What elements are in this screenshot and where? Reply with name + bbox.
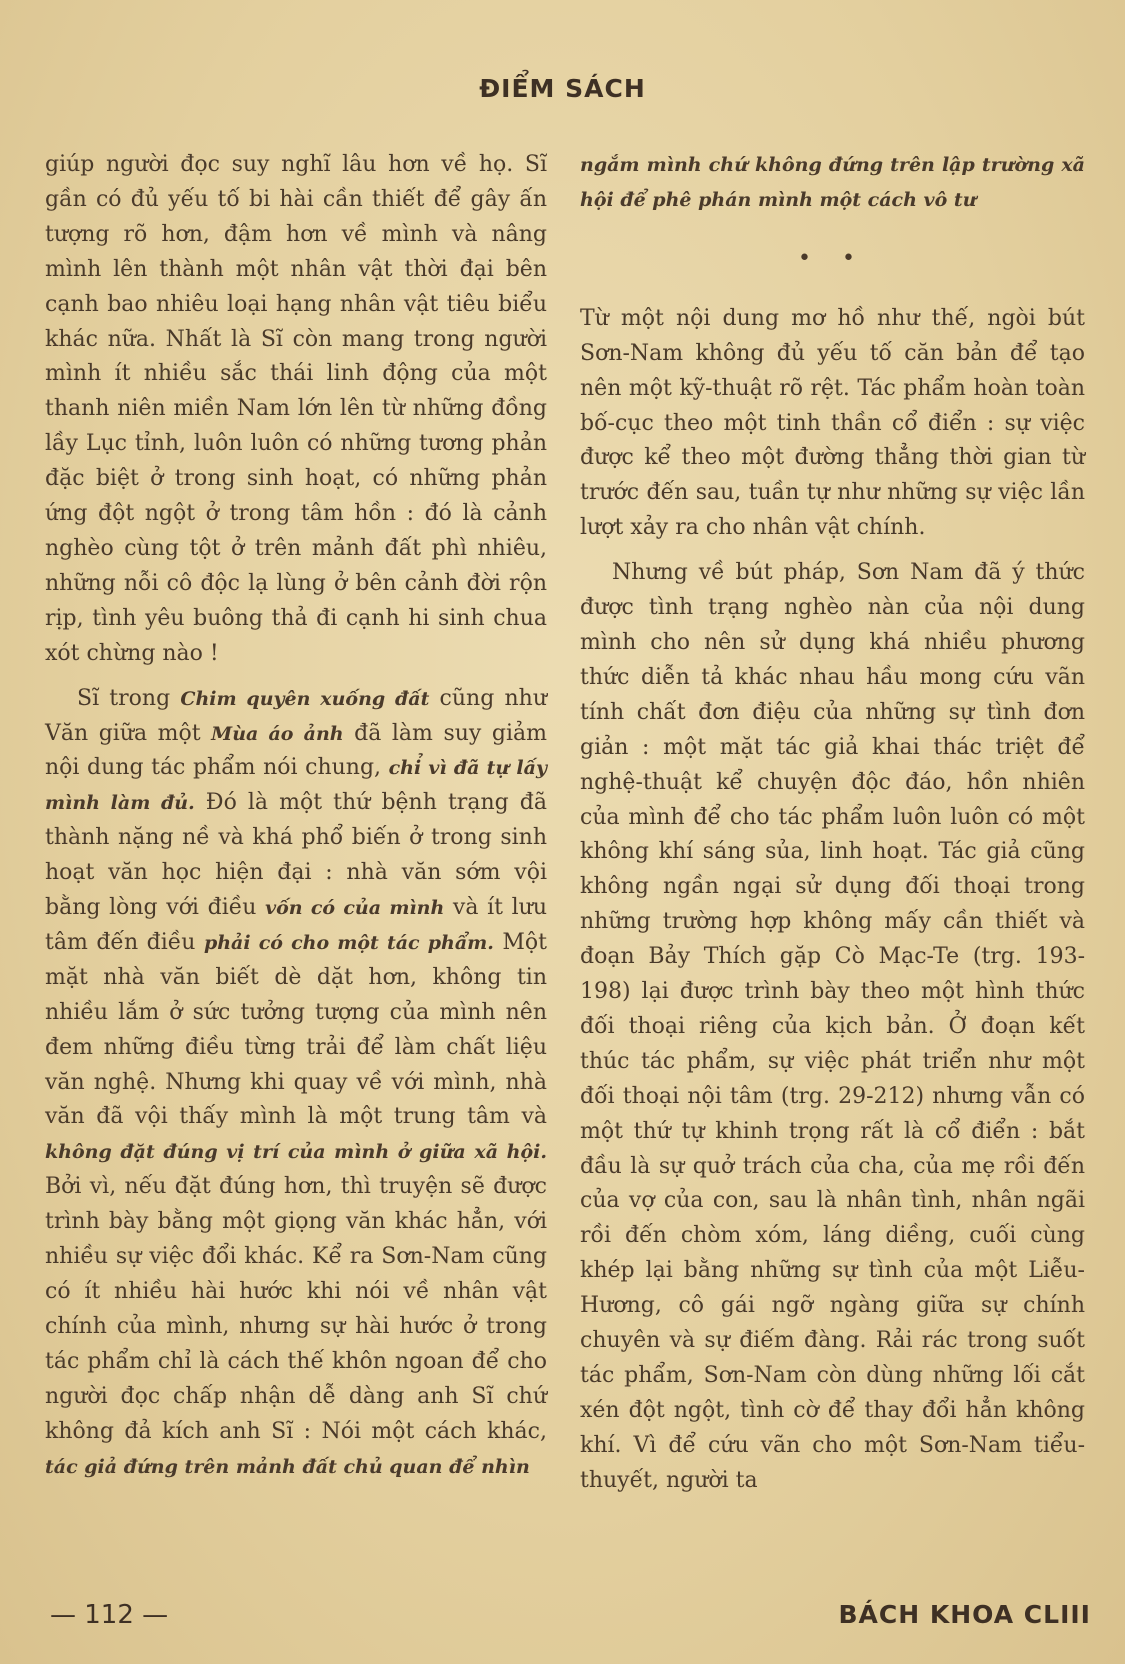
- journal-title: BÁCH KHOA CLIII: [838, 1600, 1091, 1629]
- book-title-italic: Mùa áo ảnh: [211, 722, 344, 745]
- emphasis-italic: không đặt đúng vị trí của mình ở giữa xã hội.: [45, 1141, 547, 1164]
- left-column: [45, 148, 547, 1484]
- text-span: Một mặt nhà văn biết dè dặt hơn, không tin nhiều lắm ở sức tưởng tượng của mình nên đem những điều từng trải để làm chất liệu văn nghệ. Nhưng khi quay về với mình, nhà văn đã vội thấy mình là một trung tâm và: [45, 929, 547, 1130]
- text-span: đã làm suy giảm nội dung tác phẩm nói chung,: [45, 720, 547, 781]
- text-span: Bởi vì, nếu đặt đúng hơn, thì truyện sẽ được trình bày bằng một giọng văn khác hẳn, với nhiều sự việc đổi khác. Kể ra Sơn-Nam cũng có ít nhiều hài hước khi nói về nhân vật chính của mình, nhưng sự hài hước ở trong tác phẩm chỉ là cách thế khôn ngoan để cho người đọc chấp nhận dễ dàng anh Sĩ chứ không đả kích anh Sĩ : Nói một cách khác,: [45, 1174, 547, 1444]
- emphasis-italic: tác giả đứng trên mảnh đất chủ quan để nhìn: [45, 1455, 530, 1478]
- book-title-italic: Chim quyên xuống đất: [180, 687, 430, 710]
- right-column: [580, 148, 1085, 1499]
- right-paragraph-3: Nhưng về bút pháp, Sơn Nam đã ý thức được tình trạng nghèo nàn của nội dung mình cho nên sử dụng khá nhiều phương thức diễn tả khác nhau hầu mong cứu vãn tính chất đơn điệu của những sự tình đơn giản : một mặt tác giả khai thác triệt để nghệ-thuật kể chuyện độc đáo, hồn nhiên của mình để cho tác phẩm luôn luôn có một không khí sáng sủa, linh hoạt. Tác giả cũng không ngần ngại sử dụng đối thoại trong những trường hợp không mấy cần thiết và đoạn Bảy Thích gặp Cò Mạc-Te (trg. 193-198) lại được trình bày theo một hình thức đối thoại riêng của kịch bản. Ở đoạn kết thúc tác phẩm, sự việc phát triển như một đối thoại nội tâm (trg. 29-212) nhưng vẫn có một thứ tự khinh trọng rất là cổ điển : bắt đầu là sự quở trách của cha, của mẹ rồi đến của vợ của con, sau là nhân tình, nhân ngãi rồi đến chòm xóm, láng diềng, cuối cùng khép lại bằng những sự tình của một Liễu-Hương, cô gái ngỡ ngàng giữa sự chính chuyên và sự điếm đàng. Rải rác trong suốt tác phẩm, Sơn-Nam còn dùng những lối cắt xén đột ngột, tình cờ để thay đổi hẳn không khí. Vì để cứu vãn cho một Sơn-Nam tiểu-thuyết, người ta: [580, 560, 1085, 1493]
- text-span: cũng như Văn giữa một: [45, 685, 547, 746]
- left-paragraph-1: giúp người đọc suy nghĩ lâu hơn về họ. Sĩ gần có đủ yếu tố bi hài cần thiết để gây ấn tượng rõ hơn, đậm hơn về mình và nâng mình lên thành một nhân vật thời đại bên cạnh bao nhiêu loại hạng nhân vật tiêu biểu khác nữa. Nhất là Sĩ còn mang trong người mình ít nhiều sắc thái linh động của một thanh niên miền Nam lớn lên từ những đồng lầy Lục tỉnh, luôn luôn có những tương phản đặc biệt ở trong sinh hoạt, có những phản ứng đột ngột ở trong tâm hồn : đó là cảnh nghèo cùng tột ở trên mảnh đất phì nhiêu, những nỗi cô độc lạ lùng ở bên cảnh đời rộn rịp, tình yêu buông thả đi cạnh hi sinh chua xót chừng nào !: [45, 152, 547, 666]
- emphasis-italic: phải có cho một tác phẩm.: [203, 931, 494, 954]
- left-paragraph-2: [45, 682, 547, 1485]
- emphasis-italic: vốn có của mình: [265, 897, 445, 920]
- text-span: Sĩ trong: [77, 685, 181, 711]
- text-span: Đó là một thứ bệnh trạng đã thành nặng nề và khá phổ biến ở trong sinh hoạt văn học hiện đại : nhà văn sớm vội bằng lòng với điều: [45, 790, 547, 921]
- right-paragraph-2: Từ một nội dung mơ hồ như thế, ngòi bút Sơn-Nam không đủ yếu tố căn bản để tạo nên một kỹ-thuật rõ rệt. Tác phẩm hoàn toàn bố-cục theo một tinh thần cổ điển : sự việc được kể theo một đường thẳng thời gian từ trước đến sau, tuần tự như những sự việc lần lượt xảy ra cho nhân vật chính.: [580, 305, 1085, 541]
- page-header: ĐIỂM SÁCH: [479, 74, 646, 103]
- emphasis-italic: ngắm mình chứ không đứng trên lập trường xã hội để phê phán mình một cách vô tư: [580, 154, 1085, 211]
- emphasis-italic: chỉ vì đã tự lấy mình làm đủ.: [45, 757, 547, 815]
- section-divider: • •: [798, 245, 867, 271]
- right-paragraph-1: [580, 148, 1085, 218]
- page-number: — 112 —: [50, 1600, 169, 1630]
- text-span: và ít lưu tâm đến điều: [45, 895, 547, 955]
